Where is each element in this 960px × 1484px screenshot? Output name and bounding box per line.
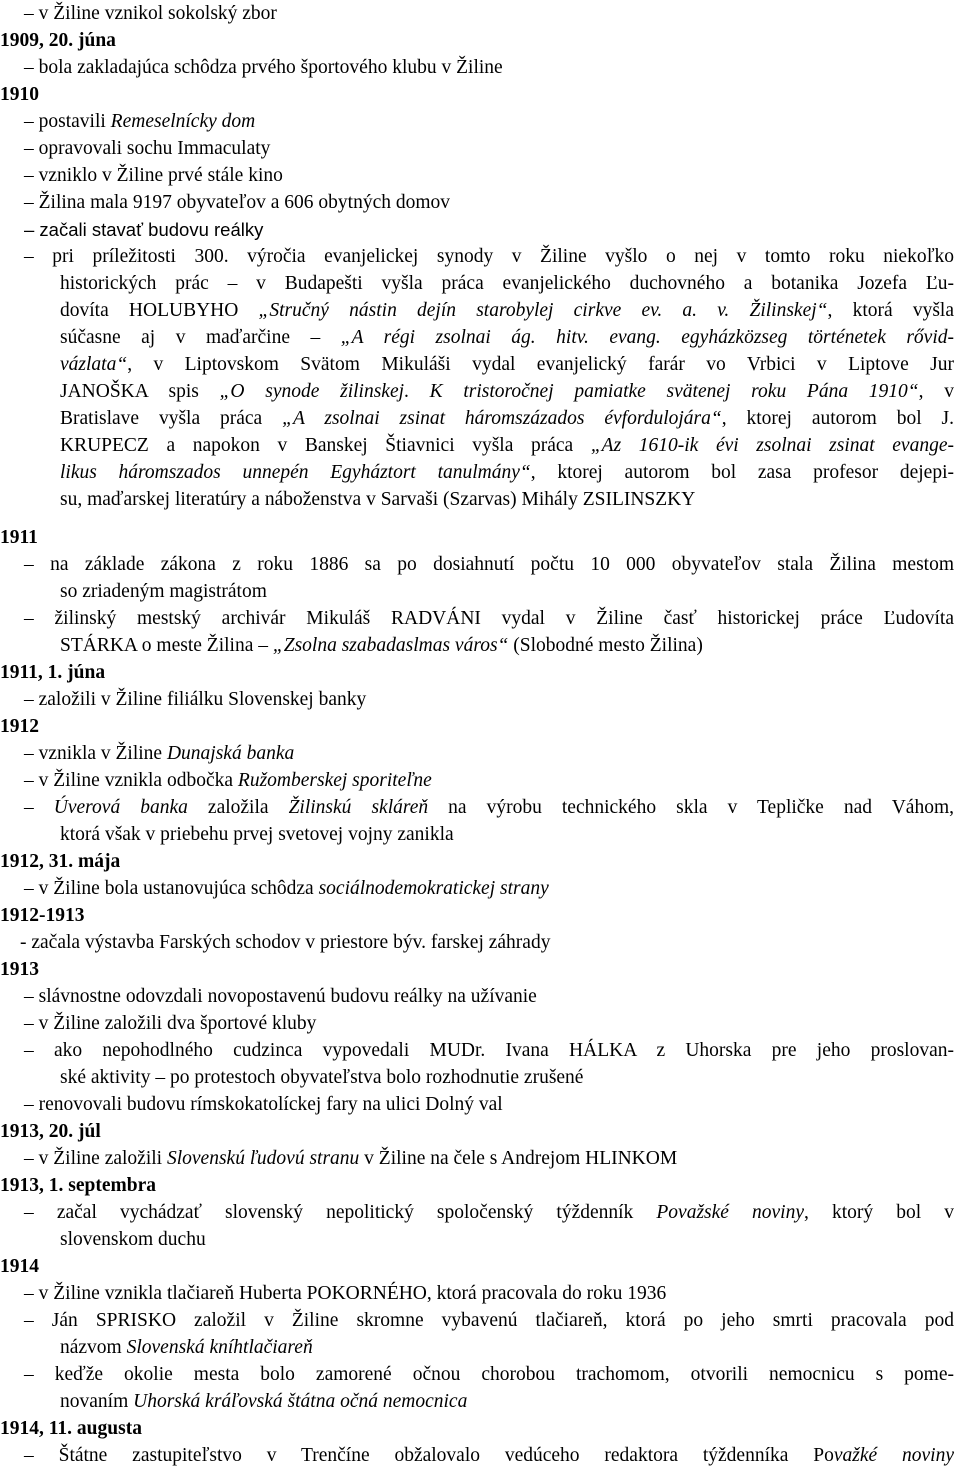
chronicle-line [24, 605, 954, 632]
date-heading [0, 902, 85, 929]
chronicle-line [60, 632, 703, 659]
text-segment: , v [918, 381, 955, 402]
date-heading [0, 524, 38, 551]
text-segment: – v Žiline vznikol sokolský zbor [24, 3, 277, 24]
text-segment: 1913, 20. júl [0, 1121, 101, 1142]
italic-text: „O synode žilinskej [219, 381, 405, 402]
chronicle-line [24, 108, 255, 135]
text-segment: , ktorej autorom bol J. [721, 408, 954, 429]
text-segment: – vznikla v Žiline [24, 743, 167, 764]
chronicle-line [24, 1145, 677, 1172]
chronicle-line [24, 54, 503, 81]
text-segment: – v Žiline vznikla odbočka [24, 770, 238, 791]
text-segment: novaním [60, 1391, 134, 1412]
chronicle-line [24, 551, 954, 578]
italic-text: „Zsolna szabadaslmas város“ [272, 635, 509, 656]
text-segment: názvom [60, 1337, 127, 1358]
text-segment: – v Žiline vznikla tlačiareň Huberta POKORNÉHO, ktorá pracovala do roku 1936 [24, 1283, 667, 1304]
chronicle-line [20, 929, 550, 956]
text-segment: – renovovali budovu rímskokatolíckej fary na ulici Dolný val [24, 1094, 503, 1115]
date-heading [0, 1415, 142, 1442]
italic-text: Ružomberskej sporiteľne [237, 770, 432, 791]
date-heading [0, 1172, 156, 1199]
text-segment: 1913, 1. septembra [0, 1175, 156, 1196]
text-segment: KRUPECZ a napokon v Banskej Štiavnici vyšla práca [60, 435, 591, 456]
chronicle-line [60, 578, 267, 605]
italic-text: „Az 1610-ik évi zsolnai zsinat evange- [590, 435, 954, 456]
text-segment: 1913 [0, 959, 39, 980]
italic-text: Slovenská kníhtlačiareň [126, 1337, 313, 1358]
chronicle-line [24, 1280, 666, 1307]
italic-text: Slovenskú ľudovú stranu [166, 1148, 360, 1169]
text-segment: , v Liptovskom Svätom Mikuláši vydal evanjelický farár vo Vrbici v Liptove Jur [127, 354, 954, 375]
chronicle-line [24, 1037, 954, 1064]
text-segment: 1910 [0, 84, 39, 105]
text-segment: – v Žiline založili dva športové kluby [24, 1013, 317, 1034]
text-segment: (Slobodné mesto Žilina) [508, 635, 703, 656]
text-segment: 1909, 20. júna [0, 30, 116, 51]
chronicle-line [60, 405, 954, 432]
chronicle-line [24, 740, 294, 767]
italic-text: Uhorská kráľovská štátna očná nemocnica [133, 1391, 468, 1412]
text-segment: – na základe zákona z roku 1886 sa po dosiahnutí počtu 10 000 obyvateľov stala Žilina mestom [24, 554, 954, 575]
date-heading [0, 27, 116, 54]
italic-text: sociálnodemokratickej strany [318, 878, 549, 899]
date-heading [0, 713, 39, 740]
text-segment: dovíta HOLUBYHO [60, 300, 259, 321]
text-segment: Bratislave vyšla práca [60, 408, 283, 429]
chronicle-line [24, 686, 366, 713]
date-heading [0, 848, 120, 875]
text-segment: – pri príležitosti 300. výročia evanjelickej synody v Žiline vyšlo o nej v tomto roku niekoľko [24, 246, 954, 267]
italic-text: „A zsolnai zsinat háromszázados évfordulojára“ [282, 408, 722, 429]
text-segment: na výrobu technického skla v Tepličke nad Váhom, [428, 797, 954, 818]
italic-text: „A régi zsolnai ág. hitv. evang. egyházközseg történetek rővid- [340, 327, 955, 348]
text-segment: 1911, 1. júna [0, 662, 106, 683]
chronicle-line [24, 794, 954, 821]
text-segment: , ktorej autorom bol zasa profesor dejepi- [530, 462, 954, 483]
text-segment: – bola zakladajúca schôdza prvého športového klubu v Žiline [24, 57, 503, 78]
text-segment: 1912 [0, 716, 39, 737]
text-segment: – žilinský mestský archivár Mikuláš RADVÁNI vydal v Žiline časť historickej práce Ľudovíta [24, 608, 954, 629]
text-segment: – slávnostne odovzdali novopostavenú budovu reálky na užívanie [24, 986, 537, 1007]
text-segment: v Žiline na čele s Andrejom HLINKOM [359, 1148, 678, 1169]
text-segment: so zriadeným magistrátom [60, 581, 267, 602]
chronicle-line [24, 983, 537, 1010]
italic-text: likus háromszados unnepén Egyháztort tanulmány“ [60, 462, 531, 483]
date-heading [0, 81, 39, 108]
chronicle-line [24, 1199, 954, 1226]
text-segment: súčasne aj v maďarčine – [60, 327, 341, 348]
chronicle-line [24, 767, 432, 794]
italic-text: Úverová banka [53, 797, 188, 818]
chronicle-line [60, 1388, 467, 1415]
chronicle-line [60, 459, 954, 486]
text-segment: STÁRKA o meste Žilina – [60, 635, 273, 656]
date-heading [0, 956, 39, 983]
italic-text: Dunajská banka [166, 743, 295, 764]
chronicle-line [60, 351, 954, 378]
date-heading [0, 1253, 39, 1280]
chronicle-line [60, 486, 695, 513]
italic-text: Remeselnícky dom [110, 111, 256, 132]
text-segment: . [404, 381, 430, 402]
text-segment: – [24, 797, 54, 818]
text-segment: – Štátne zastupiteľstvo v Trenčíne obžalovalo vedúceho redaktora týždenníka Po [24, 1445, 834, 1466]
text-segment: ské aktivity – po protestoch obyvateľstva bolo rozhodnutie zrušené [60, 1067, 584, 1088]
chronicle-line [60, 1334, 313, 1361]
text-segment: – založili v Žiline filiálku Slovenskej banky [24, 689, 367, 710]
chronicle-line [24, 1010, 316, 1037]
text-segment: 1914 [0, 1256, 39, 1277]
text-segment: ktorá však v priebehu prvej svetovej vojny zanikla [60, 824, 454, 845]
chronicle-line [24, 875, 549, 902]
text-segment: JANOŠKA spis [60, 381, 220, 402]
chronicle-line [24, 216, 263, 243]
text-segment: – opravovali sochu Immaculaty [24, 138, 271, 159]
text-segment: 1912-1913 [0, 905, 85, 926]
text-segment: 1912, 31. mája [0, 851, 121, 872]
date-heading [0, 1118, 101, 1145]
text-segment: – začali stavať budovu reálky [24, 219, 264, 240]
chronicle-line [60, 1226, 206, 1253]
chronicle-line [60, 297, 954, 324]
text-segment: – keďže okolie mesta bolo zamorené očnou chorobou trachomom, otvorili nemocnicu s pome- [24, 1364, 954, 1385]
text-segment: – Žilina mala 9197 obyvateľov a 606 obytných domov [24, 192, 451, 213]
italic-text: „Stručný nástin dejín starobylej cirkve ev. a. v. Žilinskej“ [258, 300, 828, 321]
italic-text: Považské noviny [656, 1202, 805, 1223]
text-segment: – začal vychádzať slovenský nepolitický spoločenský týždenník [24, 1202, 657, 1223]
text-segment: – v Žiline založili [24, 1148, 167, 1169]
chronicle-line [60, 378, 954, 405]
chronicle-line [24, 1442, 954, 1469]
text-segment: 1914, 11. augusta [0, 1418, 142, 1439]
text-segment: 1911 [0, 527, 38, 548]
text-segment: - začala výstavba Farských schodov v priestore býv. farskej záhrady [20, 932, 551, 953]
chronicle-line [60, 821, 454, 848]
chronicle-line [60, 1064, 583, 1091]
text-segment: , ktorý bol v [804, 1202, 954, 1223]
chronicle-line [24, 1307, 954, 1334]
chronicle-line [24, 135, 270, 162]
italic-text: K tristoročnej pamiatke svätenej roku Pána 1910“ [429, 381, 919, 402]
text-segment: slovenskom duchu [60, 1229, 206, 1250]
italic-text: Žilinskú skláreň [288, 797, 429, 818]
text-segment: historických prác – v Budapešti vyšla práca evanjelického duchovného a botanika Jozefa Ľu- [60, 273, 954, 294]
chronicle-line [24, 243, 954, 270]
chronicle-line [24, 162, 283, 189]
date-heading [0, 659, 105, 686]
chronicle-line [24, 1361, 954, 1388]
text-segment: – ako nepohodlného cudzinca vypovedali MUDr. Ivana HÁLKA z Uhorska pre jeho proslovan- [24, 1040, 954, 1061]
chronicle-line [24, 189, 450, 216]
text-segment: založila [187, 797, 289, 818]
chronicle-line [60, 324, 954, 351]
chronicle-line [24, 1091, 503, 1118]
text-segment: – v Žiline bola ustanovujúca schôdza [24, 878, 319, 899]
text-segment: su, maďarskej literatúry a náboženstva v Sarvaši (Szarvas) Mihály ZSILINSZKY [60, 489, 696, 510]
text-segment: – vzniklo v Žiline prvé stále kino [24, 165, 283, 186]
chronicle-line [60, 270, 954, 297]
italic-text: vázlata“ [60, 354, 128, 375]
chronicle-line [24, 0, 277, 27]
text-segment: , ktorá vyšla [827, 300, 955, 321]
text-segment: – postavili [24, 111, 111, 132]
italic-text: važké noviny [833, 1445, 954, 1466]
chronicle-line [60, 432, 954, 459]
text-segment: – Ján SPRISKO založil v Žiline skromne vybavenú tlačiareň, ktorá po jeho smrti pracovala pod [24, 1310, 954, 1331]
